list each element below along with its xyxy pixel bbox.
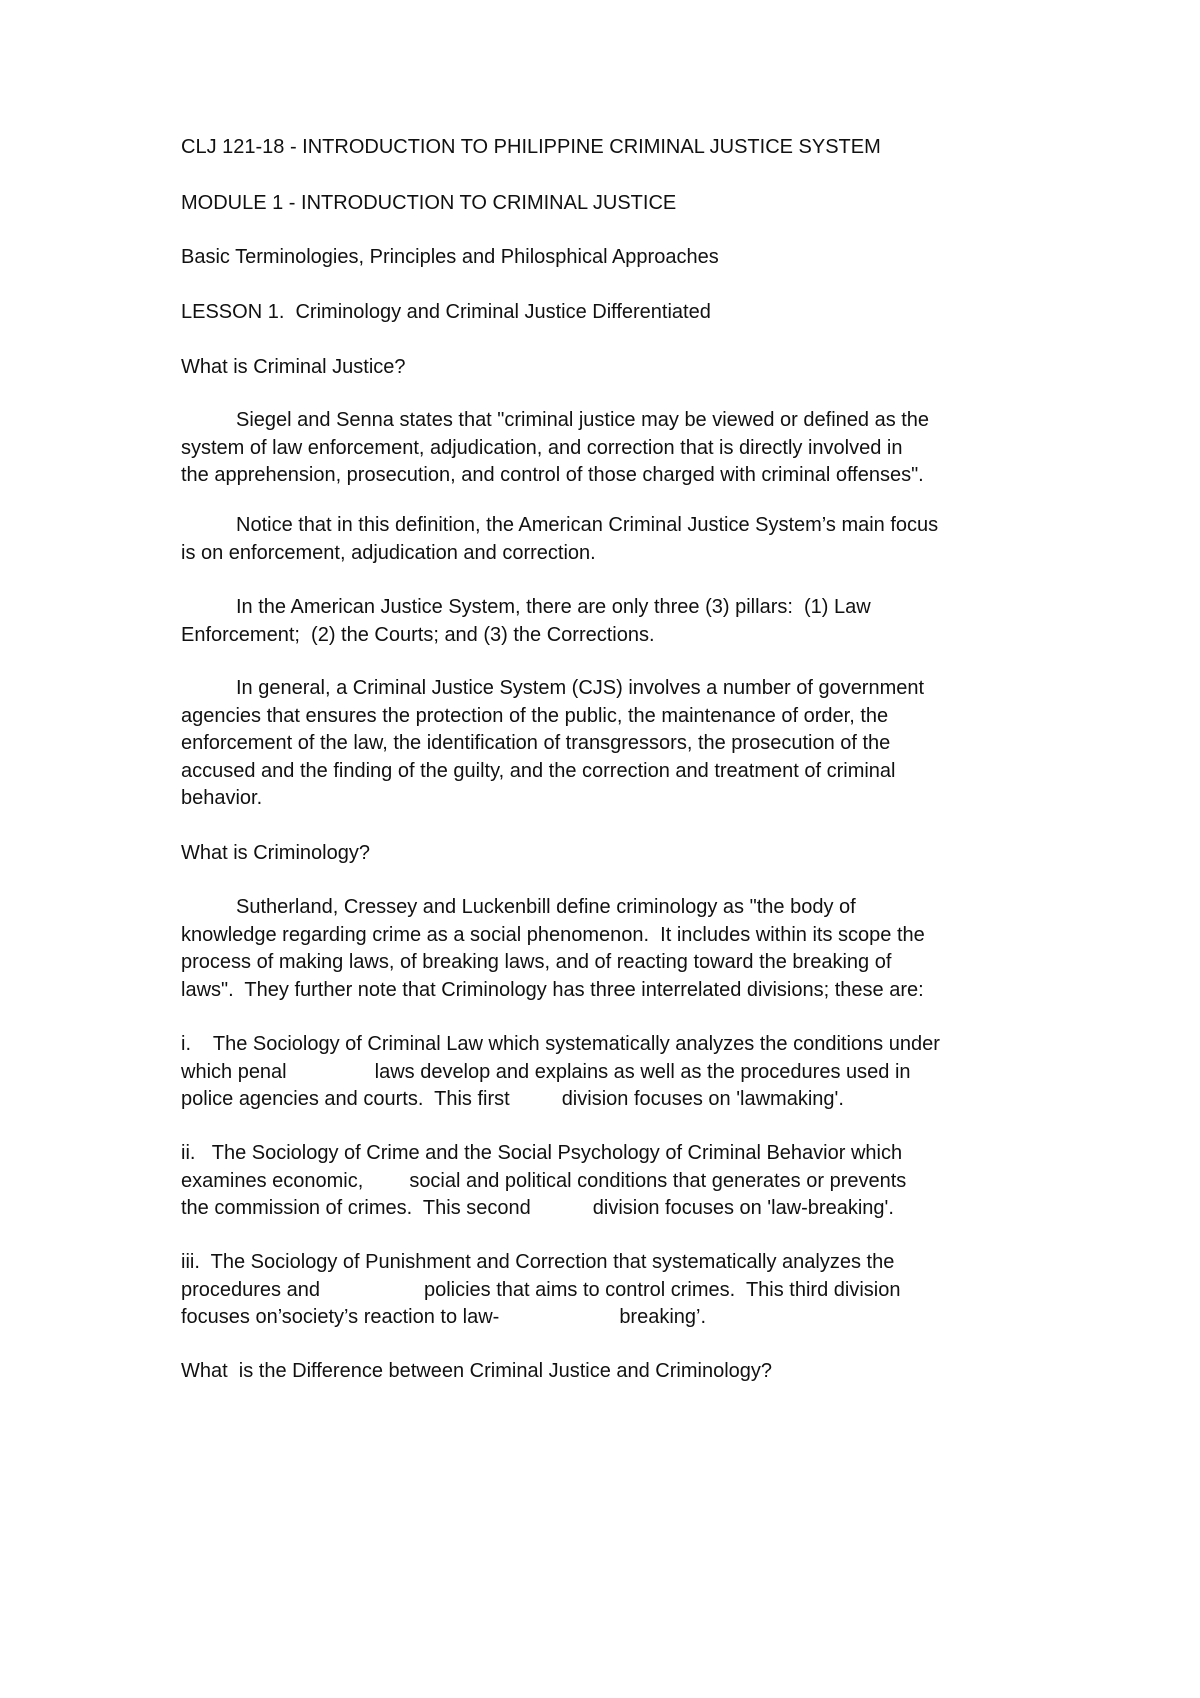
lesson-title: LESSON 1. Criminology and Criminal Justice Differentiated — [181, 301, 711, 323]
question-criminology: What is Criminology? — [181, 842, 370, 864]
paragraph-line: system of law enforcement, adjudication, and correction that is directly involved in — [181, 437, 903, 459]
text-segment: social and political conditions that generates or prevents — [409, 1170, 907, 1192]
paragraph-line: the apprehension, prosecution, and control of those charged with criminal offenses". — [181, 464, 924, 486]
division-ii-line: ii. The Sociology of Crime and the Social Psychology of Criminal Behavior which — [181, 1142, 903, 1164]
division-i-line: i. The Sociology of Criminal Law which systematically analyzes the conditions under — [181, 1033, 940, 1055]
division-i-line — [181, 1060, 911, 1084]
text-segment: division focuses on 'law-breaking'. — [592, 1197, 894, 1219]
subtitle: Basic Terminologies, Principles and Philosphical Approaches — [181, 246, 719, 268]
text-segment: division focuses on 'lawmaking'. — [561, 1088, 844, 1110]
paragraph-line: agencies that ensures the protection of the public, the maintenance of order, the — [181, 705, 889, 727]
question-criminal-justice: What is Criminal Justice? — [181, 356, 406, 378]
division-iii-line: iii. The Sociology of Punishment and Correction that systematically analyzes the — [181, 1251, 895, 1273]
paragraph-line: knowledge regarding crime as a social phenomenon. It includes within its scope the — [181, 924, 925, 946]
paragraph-line: is on enforcement, adjudication and correction. — [181, 542, 596, 564]
course-title: CLJ 121-18 - INTRODUCTION TO PHILIPPINE CRIMINAL JUSTICE SYSTEM — [181, 136, 881, 158]
paragraph-line: In the American Justice System, there are only three (3) pillars: (1) Law — [236, 596, 871, 618]
text-segment: procedures and — [181, 1279, 320, 1301]
text-segment: focuses on’society’s reaction to law- — [181, 1306, 500, 1328]
text-segment: examines economic, — [181, 1170, 364, 1192]
text-segment: police agencies and courts. This first — [181, 1088, 510, 1110]
division-iii-line — [181, 1305, 706, 1329]
paragraph-line: Siegel and Senna states that "criminal justice may be viewed or defined as the — [236, 409, 930, 431]
text-segment: which penal — [181, 1061, 287, 1083]
paragraph-line: Sutherland, Cressey and Luckenbill define criminology as "the body of — [236, 896, 856, 918]
paragraph-line: process of making laws, of breaking laws, and of reacting toward the breaking of — [181, 951, 892, 973]
paragraph-line: enforcement of the law, the identification of transgressors, the prosecution of the — [181, 732, 891, 754]
division-ii-line — [181, 1196, 894, 1220]
text-segment: laws develop and explains as well as the procedures used in — [374, 1061, 911, 1083]
paragraph-line: behavior. — [181, 787, 263, 809]
paragraph-line: accused and the finding of the guilty, and the correction and treatment of criminal — [181, 760, 896, 782]
paragraph-line: Notice that in this definition, the American Criminal Justice System’s main focus — [236, 514, 939, 536]
module-title: MODULE 1 - INTRODUCTION TO CRIMINAL JUSTICE — [181, 192, 677, 214]
division-ii-line — [181, 1169, 906, 1193]
text-segment: policies that aims to control crimes. This third division — [423, 1279, 901, 1301]
text-segment: breaking’. — [619, 1306, 707, 1328]
paragraph-line: In general, a Criminal Justice System (CJS) involves a number of government — [236, 677, 925, 699]
paragraph-line: laws". They further note that Criminology has three interrelated divisions; these are: — [181, 979, 924, 1001]
paragraph-line: Enforcement; (2) the Courts; and (3) the Corrections. — [181, 624, 655, 646]
division-iii-line — [181, 1278, 900, 1302]
text-segment: the commission of crimes. This second — [181, 1197, 531, 1219]
question-difference: What is the Difference between Criminal Justice and Criminology? — [181, 1360, 773, 1382]
division-i-line — [181, 1087, 844, 1111]
